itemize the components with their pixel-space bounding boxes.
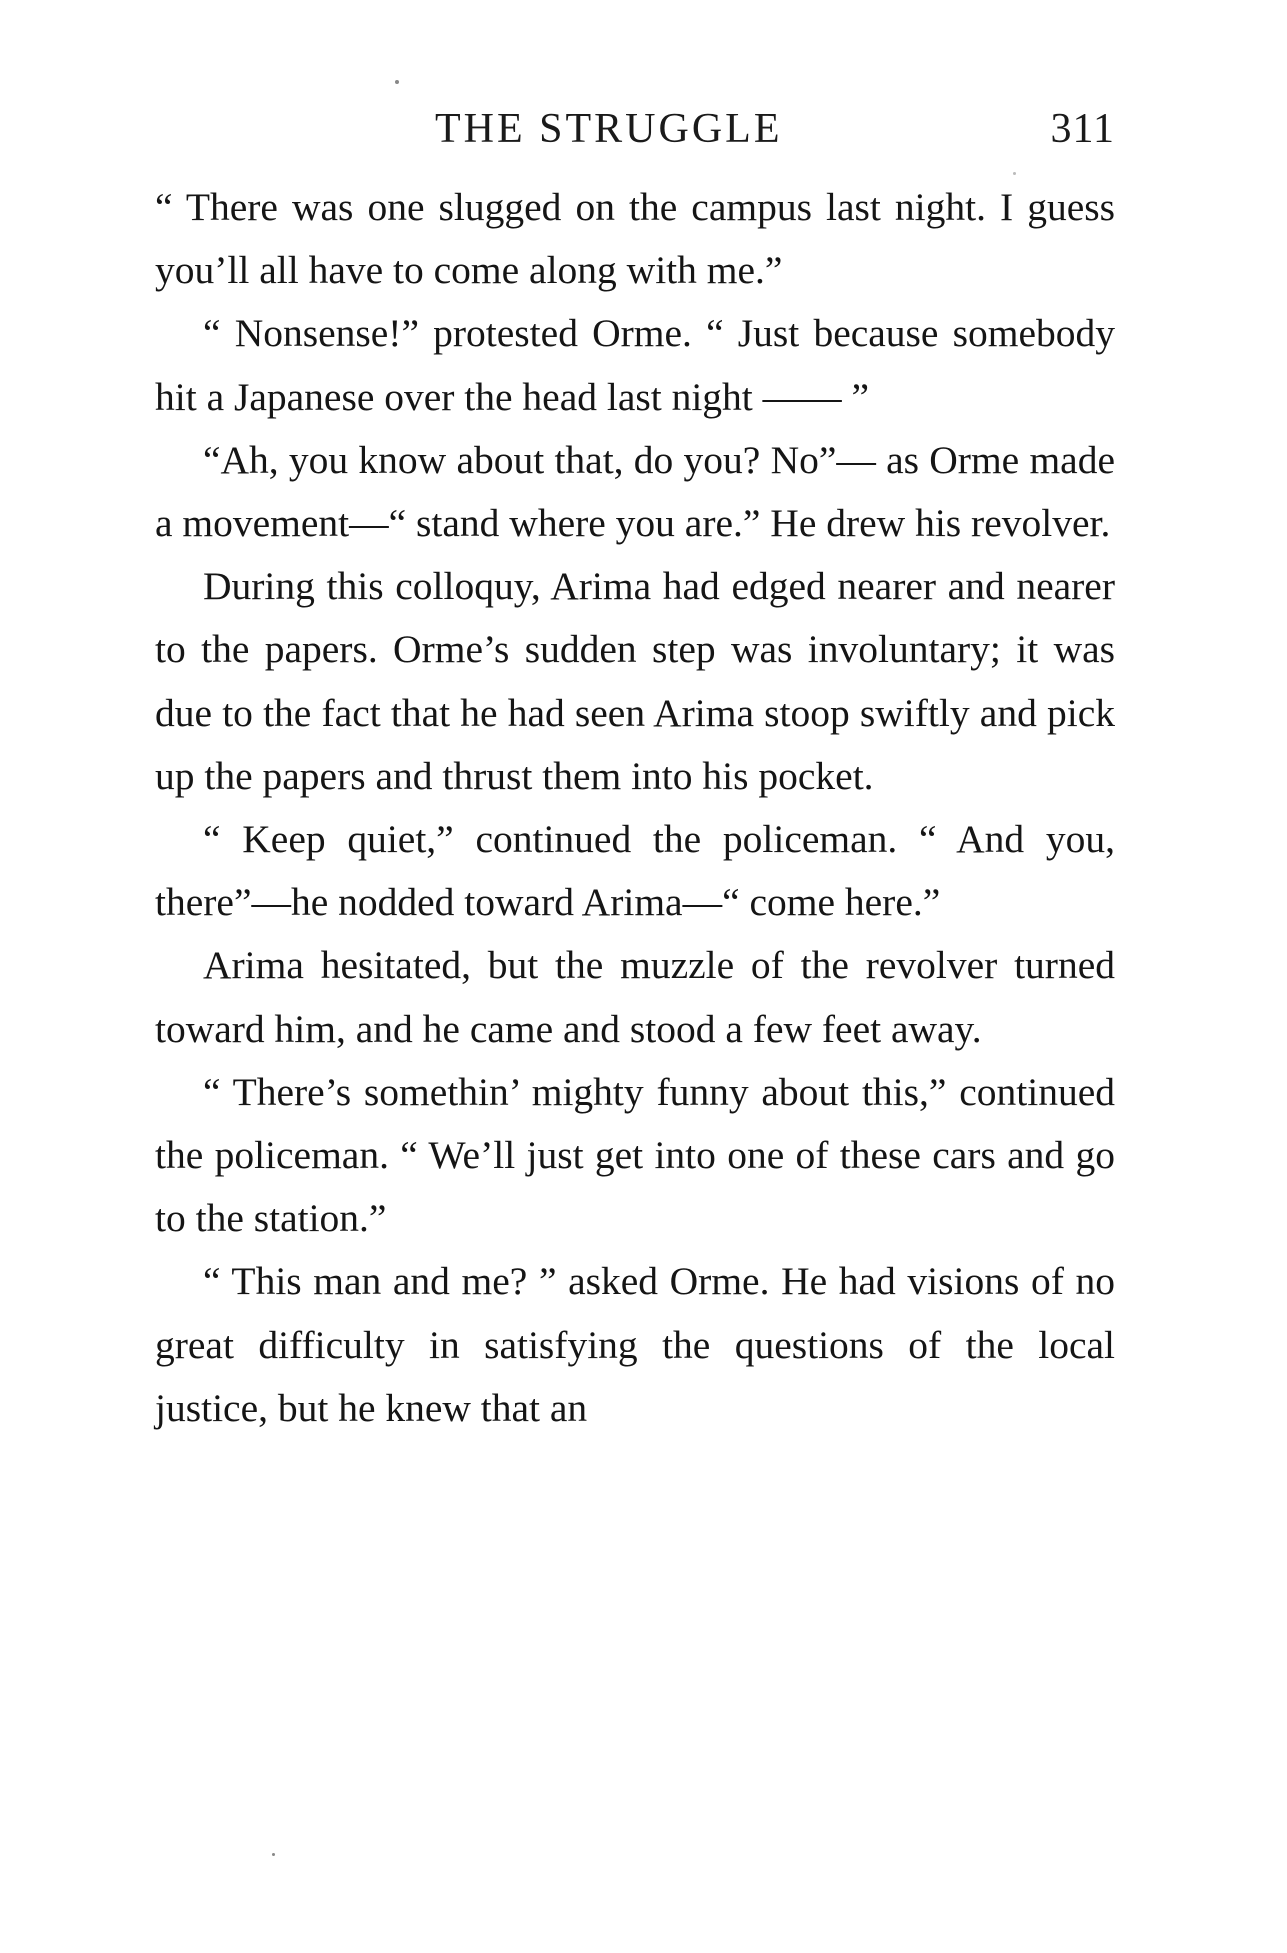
page-number: 311 [1050,106,1115,152]
paragraph: “ Keep quiet,” continued the policeman. “ And you, there”—he nodded toward Arima—“ come here.” [155,817,1115,925]
paragraph: “ There’s somethin’ mighty funny about this,” continued the policeman. “ We’ll just get into one of these cars and go to the station.” [155,1069,1115,1241]
paragraph: Arima hesitated, but the muzzle of the revolver turned toward him, and he came and stood a few feet away. [155,943,1115,1051]
print-speck [272,1853,275,1856]
paragraph: “ Nonsense!” protested Orme. “ Just because somebody hit a Japanese over the head last night —— ” [155,311,1115,419]
paragraph: “ There was one slugged on the campus last night. I guess you’ll all have to come along with me.” [155,185,1115,293]
body-text [155,176,1115,1440]
print-speck [395,80,399,84]
running-title: THE STRUGGLE [435,106,783,152]
paragraph: “ This man and me? ” asked Orme. He had visions of no great difficulty in satisfying the questions of the local justice, but he knew that an [155,1259,1115,1430]
paragraph: During this colloquy, Arima had edged nearer and nearer to the papers. Orme’s sudden step was involuntary; it was due to the fact that he had seen Arima stoop swiftly and pick up the papers and thrust them into his pocket. [155,564,1115,798]
print-speck [1013,172,1016,175]
page-header [155,105,1115,155]
paragraph: “Ah, you know about that, do you? No”— as Orme made a movement—“ stand where you are.” He drew his revolver. [155,437,1115,546]
